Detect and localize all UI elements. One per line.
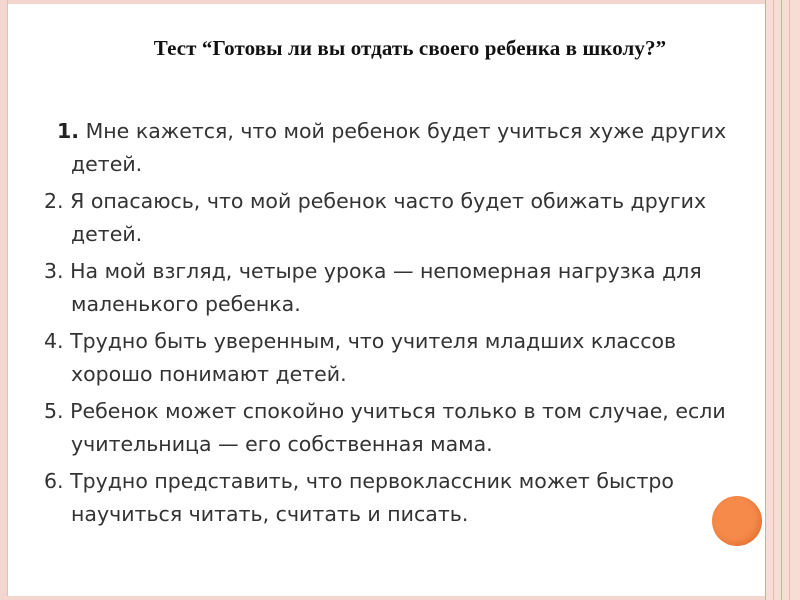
item-number: 2.: [44, 189, 64, 213]
right-stripe-line: [773, 0, 774, 600]
item-number: 5.: [44, 399, 64, 423]
item-text: На мой взгляд, четыре урока — непомерная нагрузка для маленького ребенка.: [70, 259, 702, 316]
item-text: Ребенок может спокойно учиться только в том случае, если учительница — его собственная мама.: [70, 399, 726, 456]
frame-top-border: [0, 0, 800, 4]
item-text: Мне кажется, что мой ребенок будет учиться хуже других детей.: [71, 119, 727, 176]
item-text: Трудно представить, что первоклассник может быстро научиться читать, считать и писать.: [70, 469, 674, 526]
question-list: [44, 115, 764, 535]
list-item: [44, 185, 764, 251]
list-item: [44, 325, 764, 391]
item-number: 3.: [44, 259, 64, 283]
list-item: [44, 395, 764, 461]
item-number: 6.: [44, 469, 64, 493]
right-stripe-line: [765, 0, 766, 600]
list-item: [44, 115, 764, 181]
list-item: [44, 465, 764, 531]
right-stripe-line: [781, 0, 782, 600]
right-stripe-line: [789, 0, 790, 600]
list-item: [44, 255, 764, 321]
item-number: 1.: [57, 119, 80, 143]
item-text: Трудно быть уверенным, что учителя младших классов хорошо понимают детей.: [70, 329, 677, 386]
slide-title: Тест “Готовы ли вы отдать своего ребенка в школу?”: [153, 36, 667, 60]
accent-circle-decoration: [712, 496, 762, 546]
right-decorative-strip: [765, 0, 800, 600]
item-number: 4.: [44, 329, 64, 353]
frame-bottom-border: [0, 596, 800, 600]
frame-left-border: [0, 0, 8, 600]
item-text: Я опасаюсь, что мой ребенок часто будет обижать других детей.: [70, 189, 707, 246]
